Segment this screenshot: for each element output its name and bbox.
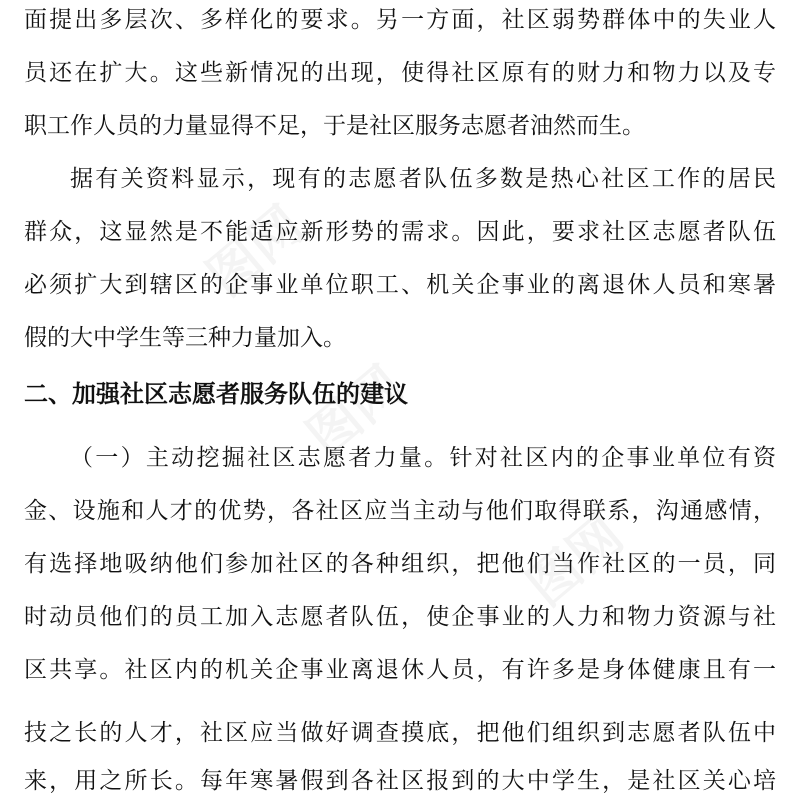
watermark: 图网 [196,195,315,309]
paragraph-line: 面提出多层次、多样化的要求。另一方面，社区弱势群体中的失业人 [24,7,776,33]
paragraph-line: 区共享。社区内的机关企事业离退休人员，有许多是身体健康且有一 [24,657,776,683]
paragraph-line: 来，用之所长。每年寒暑假到各社区报到的大中学生，是社区关心培 [24,768,776,794]
paragraph-line: 必须扩大到辖区的企事业单位职工、机关企事业的离退休人员和寒暑 [24,272,776,298]
paragraph-line: （一）主动挖掘社区志愿者力量。针对社区内的企事业单位有资 [70,445,776,471]
paragraph-line: 金、设施和人才的优势，各社区应当主动与他们取得联系，沟通感情， [24,498,776,524]
paragraph-line: 时动员他们的员工加入志愿者队伍，使企事业的人力和物力资源与社 [24,604,776,630]
watermark: 图网 [516,505,635,619]
paragraph-line: 有选择地吸纳他们参加社区的各种组织，把他们当作社区的一员，同 [24,551,776,577]
paragraph-line: 据有关资料显示，现有的志愿者队伍多数是热心社区工作的居民 [70,166,776,192]
paragraph-line: 假的大中学生等三种力量加入。 [24,325,346,351]
paragraph-line: 职工作人员的力量显得不足，于是社区服务志愿者油然而生。 [24,113,645,139]
paragraph-line: 技之长的人才，社区应当做好调查摸底，把他们组织到志愿者队伍中 [24,720,776,746]
watermark: 图网 [296,355,415,469]
section-heading: 二、加强社区志愿者服务队伍的建议 [24,380,408,408]
paragraph-line: 员还在扩大。这些新情况的出现，使得社区原有的财力和物力以及专 [24,60,776,86]
paragraph-line: 群众，这显然是不能适应新形势的需求。因此，要求社区志愿者队伍 [24,219,776,245]
